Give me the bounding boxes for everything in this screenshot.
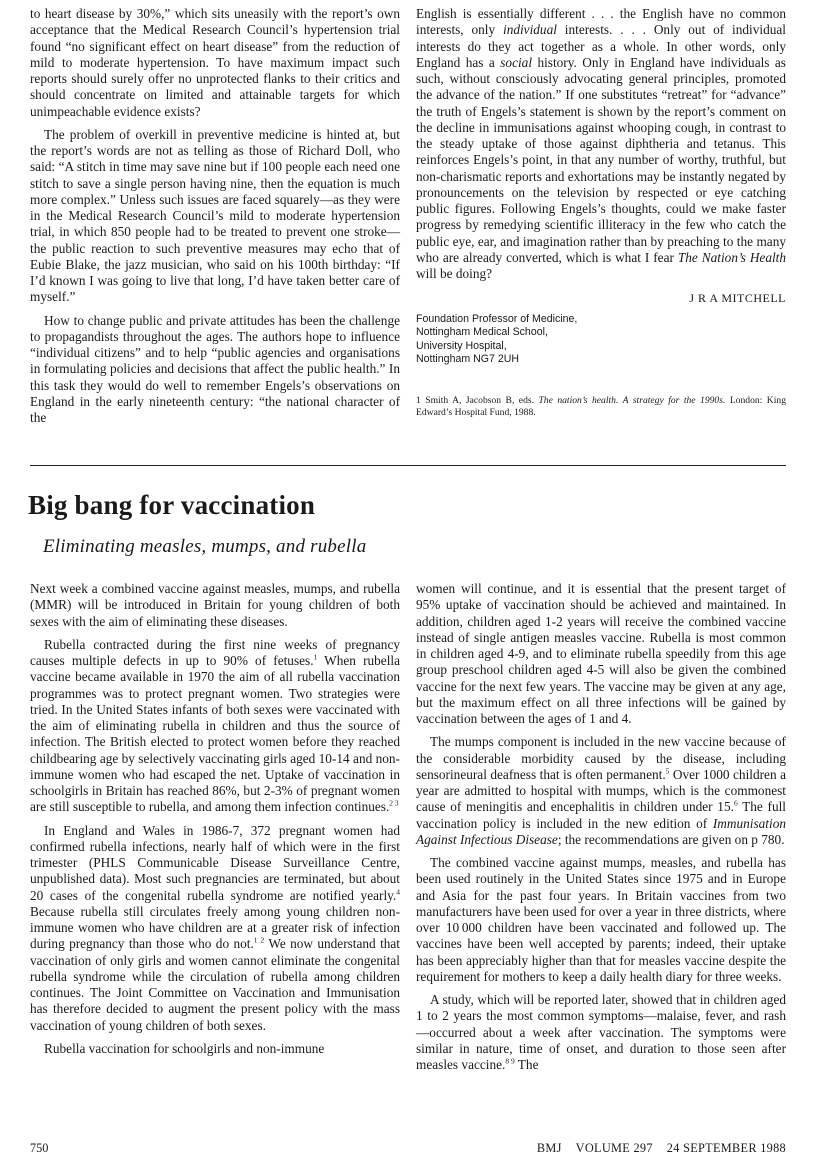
article-left-column: [30, 581, 400, 1057]
article-paragraph: women will continue, and it is essential that the present target of 95% uptake of vaccination should be achieved and maintained. In addition, children aged 1-2 years will receive the combined vaccine instead of single antigen measles vaccine. Rubella is most common in children aged 4-9, and to eliminate rubella speedily from this age group preschool children aged 4-5 will also be given the combined vaccine for the next few years. The vaccine may be given at any age, but the maximum effect on all three infections will be gained by vaccination between the ages of 1 and 4.: [416, 581, 786, 726]
section-divider: [30, 465, 786, 466]
article-paragraph: In England and Wales in 1986-7, 372 pregnant women had confirmed rubella infections, nearly half of which were in the first trimester (PHLS Communicable Disease Surveillance Centre, unpublished data). Most such pregnancies are terminated, but about 20 cases of the congenital rubella syndrome are notified yearly.$^4$ Because rubella still circulates freely among young children non-immune women who have children are at a greater risk of infection during pregnancy than those who do not.$^{1 2}$ We now understand that vaccination of only girls and women cannot eliminate the congenital rubella syndrome while the circulation of rubella among children continues. The Joint Committee on Vaccination and Immunisation has therefore decided to augment the present policy with the mass vaccination of young children of both sexes.: [30, 822, 401, 1033]
article-paragraph: Rubella contracted during the first nine weeks of pregnancy causes multiple defects in up to 90% of fetuses.$^1$ When rubella vaccine became available in 1970 the aim of all rubella vaccination programmes was to protect pregnant women. Two strategies were tried. In the United States infants of both sexes were vaccinated with the aim of eliminating rubella in children and thus the source of infection. The British elected to protect women before they reached childbearing age by selectively vaccinating girls aged 10-14 and non-immune women who had escaped the net. Uptake of vaccination in schoolgirls in Britain has reached 86%, but 2-3% of pregnant women are still susceptible to rubella, and among them infection continues.$^{2 3}$: [30, 636, 400, 815]
article-paragraph: Next week a combined vaccine against measles, mumps, and rubella (MMR) will be introduced in Britain for young children of both sexes with the aim of eliminating these diseases.: [30, 581, 400, 629]
article-paragraph: The combined vaccine against mumps, measles, and rubella has been used routinely in the United States since 1975 and in Europe and Asia for the past four years. In Britain vaccines from two manufacturers have been used for over a year in three districts, where over 10 000 children have been vaccinated and followed up. The vaccines have been well accepted by parents; indeed, their uptake has been appreciably higher than that for measles vaccine despite the requirement for mothers to keep a daily health diary for three weeks.: [416, 855, 786, 984]
journal-volume: VOLUME 297: [575, 1141, 653, 1155]
journal-name: BMJ: [536, 1141, 562, 1155]
letter-paragraph: The problem of overkill in preventive medicine is hinted at, but the report’s words are not as telling as those of Richard Doll, who said: “A stitch in time may save nine but if 100 people each need one stitch to save a single person having nine, then the equation is much more complex.” Unless such issues are faced squarely—as they were in the Medical Research Council’s mild to moderate hypertension trial, in which 850 people had to be treated to prevent one stroke—the public reaction to such preventive measures may echo that of Eubie Blake, the jazz musician, who said on his 100th birthday: “If I’d known I was going to live that long, I’d have taken better care of myself.”: [30, 126, 400, 305]
letter-right-column: [416, 6, 786, 419]
author-signature: J R A MITCHELL: [689, 291, 786, 306]
journal-date: 24 SEPTEMBER 1988: [666, 1141, 786, 1155]
letter-paragraph: How to change public and private attitudes has been the challenge to propagandists throughout the ages. The authors hope to influence “individual citizens” and to help “public agencies and organisations in formulating policies and decisions that affect the public health.” In this task they would do well to remember Engels’s observations on England in the early nineteenth century: “the national character of the: [30, 312, 400, 425]
letter-left-column: [30, 6, 400, 426]
reference-list: 1 Smith A, Jacobson B, eds. The nation’s health. A strategy for the 1990s. London: King Edward’s Hospital Fund, 1988.: [416, 394, 786, 418]
article-paragraph: The mumps component is included in the new vaccine because of the considerable morbidity caused by the disease, including sensorineural deafness that is often permanent.$^5$ Over 1000 children a year are admitted to hospital with mumps, which is the commonest cause of meningitis and encephalitis in children under 15.$^6$ The full vaccination policy is included in the new edition of Immunisation Against Infectious Disease; the recommendations are given on p 780.: [416, 734, 787, 847]
journal-footer: [537, 1141, 786, 1156]
article-paragraph: Rubella vaccination for schoolgirls and non-immune: [44, 1040, 325, 1056]
article-title: Big bang for vaccination: [28, 490, 316, 520]
letter-paragraph: English is essentially different . . . the English have no common interests, only individual interests. . . . Only out of individual interests do they act together as a whole. In other words, only England has a social history. Only in England have individuals as such, without consciously advocating general principles, promoted the advance of the nation.” If one substitutes “retreat” for “advance” the truth of Engels’s statement is shown by the report’s comment on the decline in immunisations against whooping cough, in contrast to the steady uptake of those against diphtheria and tetanus. This reinforces Engels’s point, in that any number of worthy, truthful, but non-charismatic reports and exhortations may be instantly negated by pronouncements on the television by respected or eye catching public figures. Following Engels’s thoughts, could we make faster progress by remedying scientific illiteracy in the few who catch the public eye, ear, and imagination rather than by preaching to the many who are already converted, which is what I fear The Nation’s Health will be doing?: [416, 6, 787, 281]
letter-paragraph: to heart disease by 30%,” which sits uneasily with the report’s own acceptance that the Medical Research Council’s hypertension trial found “no significant effect on heart disease” from the reduction of mild to moderate hypertension. To have maximum impact such reports should surely offer no unprotected flanks to their critics and should concentrate on limited and attainable targets for which unimpeachable evidence exists?: [30, 6, 400, 119]
article-right-column: [416, 581, 786, 1073]
author-affiliation: Foundation Professor of Medicine, Nottingham Medical School, University Hospital, Nottingham NG7 2UH: [416, 312, 578, 365]
article-paragraph: A study, which will be reported later, showed that in children aged 1 to 2 years the most common symptoms—malaise, fever, and rash—occurred about a week after vaccination. The symptoms were similar in nature, time of onset, and duration to those seen after measles vaccine.$^{8 9}$ The: [416, 992, 786, 1072]
page-number: 750: [30, 1141, 49, 1155]
article-subtitle: Eliminating measles, mumps, and rubella: [43, 536, 367, 557]
